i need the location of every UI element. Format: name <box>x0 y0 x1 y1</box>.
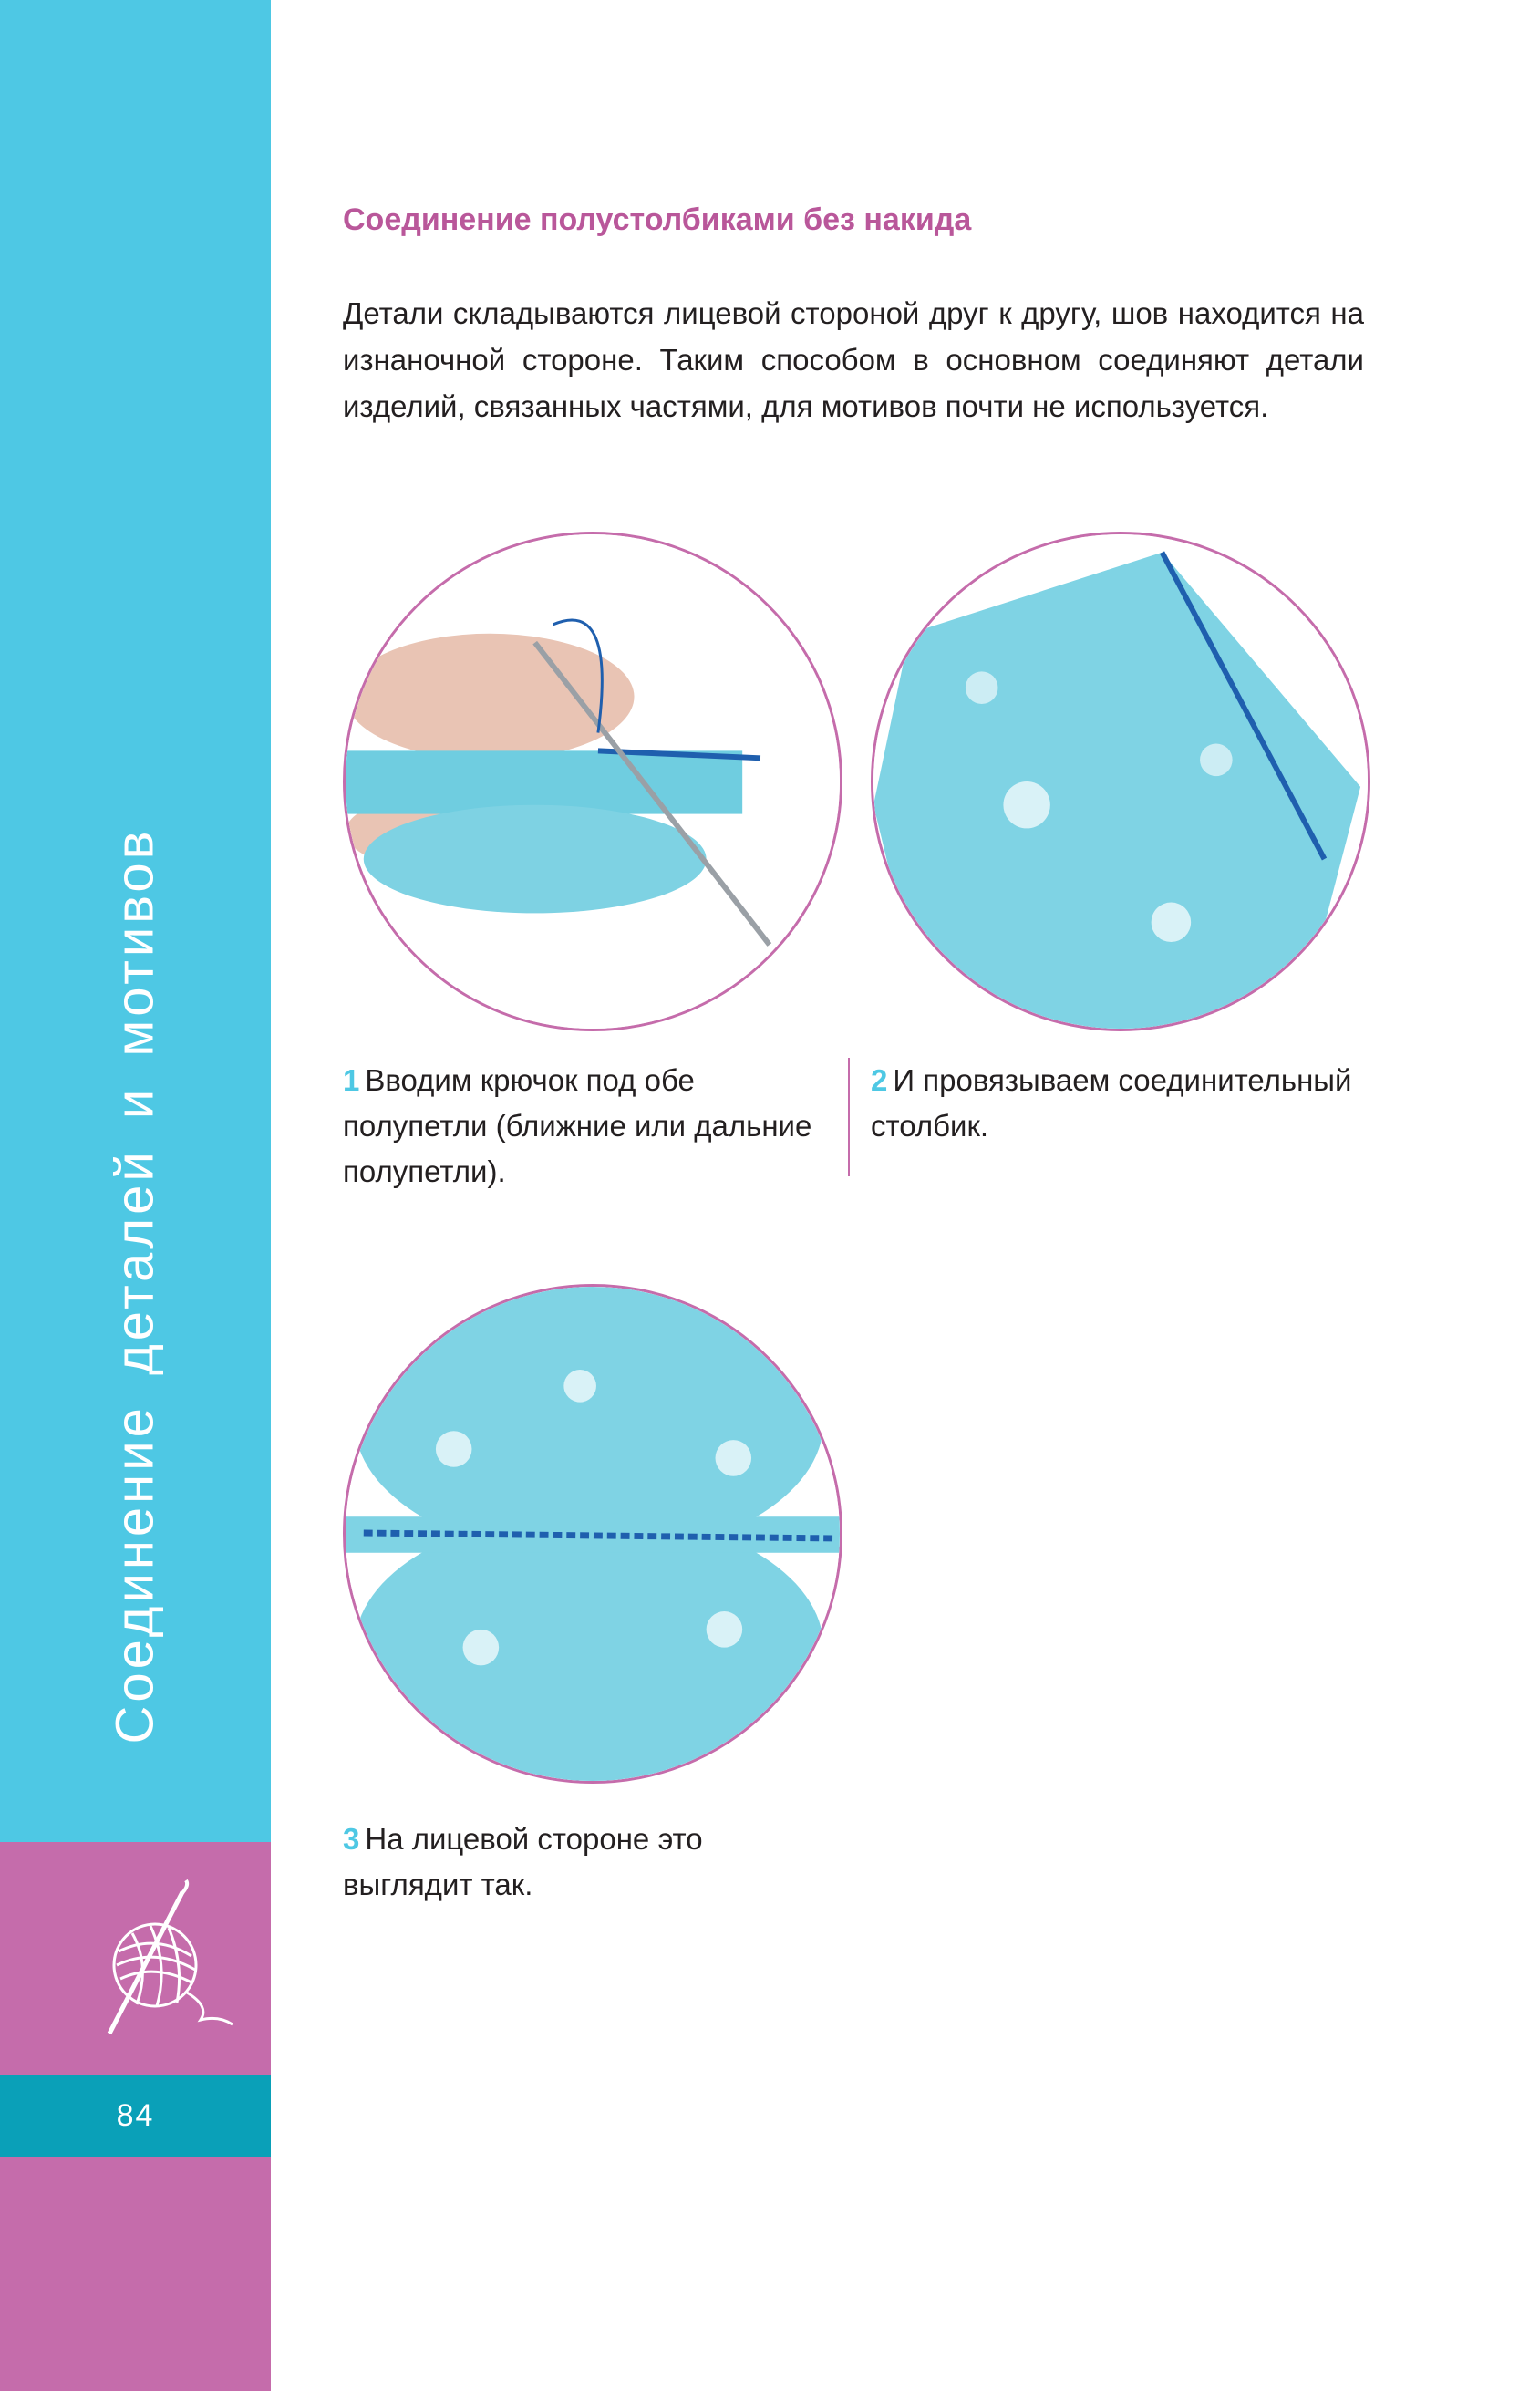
section-heading: Соединение полустолбиками без накида <box>343 202 972 237</box>
page-number: 84 <box>116 2098 155 2133</box>
step-1-caption <box>343 1058 817 1195</box>
caption-divider <box>848 1058 850 1176</box>
yarn-ball-crochet-hook-icon <box>82 1879 246 2043</box>
step-1-photo <box>343 532 842 1031</box>
chapter-title: Соединение деталей и мотивов <box>105 827 165 1744</box>
step-3-caption <box>343 1817 817 1908</box>
step-1-number: 1 <box>343 1063 360 1097</box>
intro-paragraph: Детали складываются лицевой стороной друг к другу, шов находится на изнаночной стороне. Таким способом в основном соединяют детали изделий, связанных частями, для мотивов почти не используется. <box>343 296 1364 423</box>
step-2-text: И провязываем соединительный столбик. <box>871 1063 1352 1143</box>
step-3-number: 3 <box>343 1822 360 1856</box>
step-2-number: 2 <box>871 1063 888 1097</box>
step-3-text: На лицевой стороне это выглядит так. <box>343 1822 703 1901</box>
step-2-photo <box>871 532 1370 1031</box>
step-2-caption <box>871 1058 1363 1149</box>
step-3-photo <box>343 1284 842 1784</box>
step-1-text: Вводим крючок под обе полупетли (ближние или дальние полупетли). <box>343 1063 812 1188</box>
